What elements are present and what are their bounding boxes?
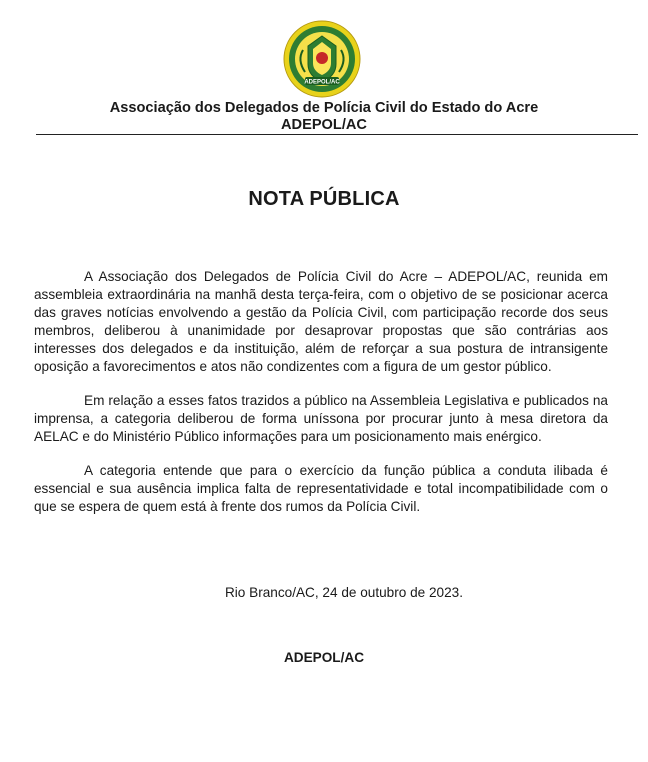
document-title: NOTA PÚBLICA xyxy=(248,188,400,210)
paragraph: A Associação dos Delegados de Polícia Civil do Acre – ADEPOL/AC, reunida em assembleia extraordinária na manhã desta terça-feira, com o objetivo de se posicionar acerca das graves notícias envolvendo a gestão da Polícia Civil, com participação recorde dos seus membros, deliberou à unanimidade por desaprovar propostas que são contrárias aos interesses dos delegados e da instituição, além de reforçar a sua postura de intransigente oposição a favorecimentos e atos não condizentes com a figura de um gestor público. xyxy=(34,269,608,374)
svg-text:ADEPOL/AC: ADEPOL/AC xyxy=(304,79,340,86)
paragraph: A categoria entende que para o exercício da função pública a conduta ilibada é essencial e sua ausência implica falta de representatividade e total incompatibilidade com o que se espera de quem está à frente dos rumos da Polícia Civil. xyxy=(34,463,608,514)
organization-acronym: ADEPOL/AC xyxy=(281,117,367,133)
paragraph: Em relação a esses fatos trazidos a público na Assembleia Legislativa e publicados na imprensa, a categoria deliberou de forma uníssona por procurar junto à mesa diretora da AELAC e do Ministério Público informações para um posicionamento mais enérgico. xyxy=(34,393,608,444)
date-line: Rio Branco/AC, 24 de outubro de 2023. xyxy=(224,585,464,600)
signature: ADEPOL/AC xyxy=(283,650,365,665)
document-body xyxy=(34,268,608,532)
header-divider xyxy=(36,134,638,135)
document-header xyxy=(0,100,648,134)
adepol-seal-logo xyxy=(283,20,361,98)
organization-name: Associação dos Delegados de Polícia Civil do Estado do Acre xyxy=(109,100,539,116)
